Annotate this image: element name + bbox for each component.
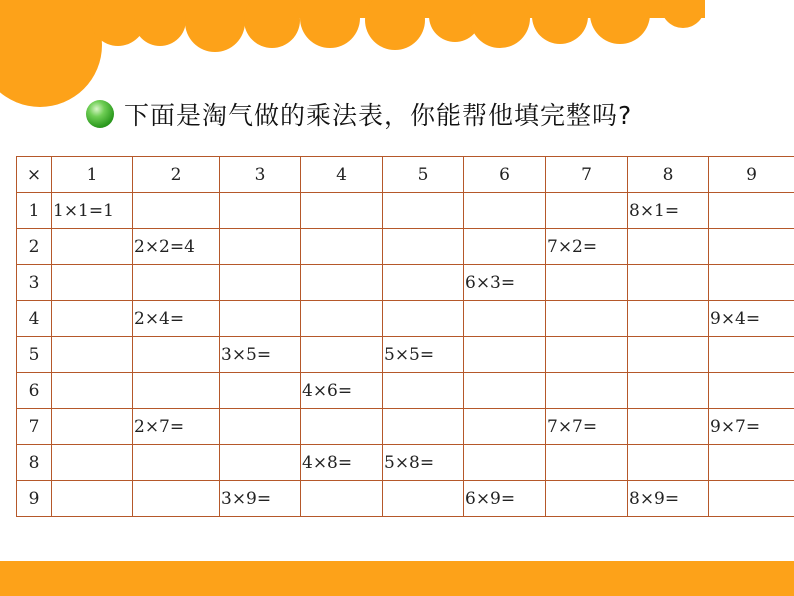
table-cell-equation: 1×1=1 xyxy=(52,193,133,229)
table-cell-blank[interactable] xyxy=(383,301,464,337)
table-cell-blank[interactable] xyxy=(133,373,220,409)
table-cell-blank[interactable] xyxy=(301,481,383,517)
table-cell-equation: 6×3= xyxy=(464,265,546,301)
table-cell-blank[interactable] xyxy=(220,373,301,409)
table-cell-equation: 4×6= xyxy=(301,373,383,409)
table-cell-blank[interactable] xyxy=(133,481,220,517)
table-cell-blank[interactable] xyxy=(133,445,220,481)
table-cell-equation: 2×7= xyxy=(133,409,220,445)
table-cell-blank[interactable] xyxy=(52,373,133,409)
table-cell-blank[interactable] xyxy=(52,445,133,481)
table-cell-blank[interactable] xyxy=(464,193,546,229)
table-body xyxy=(17,157,794,517)
table-cell-blank[interactable] xyxy=(301,409,383,445)
table-cell-equation: 7×2= xyxy=(546,229,628,265)
column-header: 2 xyxy=(133,157,220,193)
table-cell-blank[interactable] xyxy=(464,373,546,409)
table-cell-equation: 5×8= xyxy=(383,445,464,481)
column-header: 4 xyxy=(301,157,383,193)
column-header: 5 xyxy=(383,157,464,193)
table-cell-blank[interactable] xyxy=(464,337,546,373)
table-row xyxy=(17,193,794,229)
row-header: 5 xyxy=(17,337,52,373)
table-cell-blank[interactable] xyxy=(301,301,383,337)
table-cell-blank[interactable] xyxy=(546,337,628,373)
table-cell-blank[interactable] xyxy=(546,265,628,301)
orange-cloud-decoration xyxy=(0,0,794,110)
table-cell-blank[interactable] xyxy=(709,265,794,301)
table-cell-blank[interactable] xyxy=(220,409,301,445)
table-row xyxy=(17,373,794,409)
multiplication-table xyxy=(16,156,794,517)
table-row xyxy=(17,301,794,337)
table-cell-blank[interactable] xyxy=(546,481,628,517)
table-cell-blank[interactable] xyxy=(301,265,383,301)
row-header: 6 xyxy=(17,373,52,409)
row-header: 3 xyxy=(17,265,52,301)
column-header: 6 xyxy=(464,157,546,193)
table-cell-blank[interactable] xyxy=(220,193,301,229)
table-cell-blank[interactable] xyxy=(464,445,546,481)
table-corner-times-sign: × xyxy=(17,157,52,193)
table-cell-blank[interactable] xyxy=(133,265,220,301)
table-cell-blank[interactable] xyxy=(628,373,709,409)
table-cell-blank[interactable] xyxy=(709,445,794,481)
table-row xyxy=(17,445,794,481)
table-cell-blank[interactable] xyxy=(133,193,220,229)
table-cell-blank[interactable] xyxy=(52,229,133,265)
table-cell-blank[interactable] xyxy=(628,265,709,301)
table-cell-blank[interactable] xyxy=(383,409,464,445)
row-header: 1 xyxy=(17,193,52,229)
row-header: 9 xyxy=(17,481,52,517)
table-cell-blank[interactable] xyxy=(709,193,794,229)
table-cell-blank[interactable] xyxy=(301,193,383,229)
table-row xyxy=(17,229,794,265)
table-cell-blank[interactable] xyxy=(383,481,464,517)
table-cell-blank[interactable] xyxy=(628,301,709,337)
question-heading xyxy=(86,96,632,132)
table-cell-blank[interactable] xyxy=(709,337,794,373)
table-cell-equation: 3×9= xyxy=(220,481,301,517)
column-header: 3 xyxy=(220,157,301,193)
table-cell-equation: 8×9= xyxy=(628,481,709,517)
table-cell-blank[interactable] xyxy=(709,481,794,517)
table-cell-blank[interactable] xyxy=(464,229,546,265)
column-header: 7 xyxy=(546,157,628,193)
bottom-orange-bar xyxy=(0,561,794,596)
table-cell-blank[interactable] xyxy=(52,409,133,445)
table-cell-blank[interactable] xyxy=(546,301,628,337)
row-header: 8 xyxy=(17,445,52,481)
table-row xyxy=(17,337,794,373)
table-cell-equation: 6×9= xyxy=(464,481,546,517)
table-cell-blank[interactable] xyxy=(301,337,383,373)
table-cell-blank[interactable] xyxy=(52,301,133,337)
table-cell-blank[interactable] xyxy=(464,301,546,337)
table-cell-blank[interactable] xyxy=(52,337,133,373)
table-cell-blank[interactable] xyxy=(220,301,301,337)
table-cell-blank[interactable] xyxy=(220,265,301,301)
column-header: 8 xyxy=(628,157,709,193)
table-cell-equation: 5×5= xyxy=(383,337,464,373)
table-cell-equation: 7×7= xyxy=(546,409,628,445)
column-header: 9 xyxy=(709,157,794,193)
question-text: 下面是淘气做的乘法表，你能帮他填完整吗? xyxy=(124,101,633,130)
table-cell-equation: 9×4= xyxy=(709,301,794,337)
table-cell-blank[interactable] xyxy=(546,445,628,481)
green-ball-icon xyxy=(86,100,114,128)
row-header: 4 xyxy=(17,301,52,337)
table-cell-blank[interactable] xyxy=(464,409,546,445)
table-cell-blank[interactable] xyxy=(220,445,301,481)
table-cell-blank[interactable] xyxy=(628,337,709,373)
row-header: 2 xyxy=(17,229,52,265)
table-cell-equation: 9×7= xyxy=(709,409,794,445)
table-cell-blank[interactable] xyxy=(709,373,794,409)
table-row xyxy=(17,481,794,517)
table-row xyxy=(17,409,794,445)
table-row xyxy=(17,265,794,301)
table-cell-blank[interactable] xyxy=(52,481,133,517)
table-cell-blank[interactable] xyxy=(301,229,383,265)
table-cell-blank[interactable] xyxy=(546,193,628,229)
table-header-row xyxy=(17,157,794,193)
table-cell-equation: 2×4= xyxy=(133,301,220,337)
table-cell-blank[interactable] xyxy=(546,373,628,409)
row-header: 7 xyxy=(17,409,52,445)
table-cell-blank[interactable] xyxy=(133,337,220,373)
table-cell-blank[interactable] xyxy=(220,229,301,265)
table-cell-blank[interactable] xyxy=(383,193,464,229)
table-cell-equation: 8×1= xyxy=(628,193,709,229)
table-cell-blank[interactable] xyxy=(383,229,464,265)
table-cell-blank[interactable] xyxy=(628,409,709,445)
table-cell-blank[interactable] xyxy=(628,445,709,481)
table-cell-blank[interactable] xyxy=(383,265,464,301)
table-cell-equation: 3×5= xyxy=(220,337,301,373)
table-cell-equation: 2×2=4 xyxy=(133,229,220,265)
table-cell-blank[interactable] xyxy=(709,229,794,265)
table-cell-blank[interactable] xyxy=(52,265,133,301)
table-cell-blank[interactable] xyxy=(628,229,709,265)
table-cell-blank[interactable] xyxy=(383,373,464,409)
table-cell-equation: 4×8= xyxy=(301,445,383,481)
column-header: 1 xyxy=(52,157,133,193)
